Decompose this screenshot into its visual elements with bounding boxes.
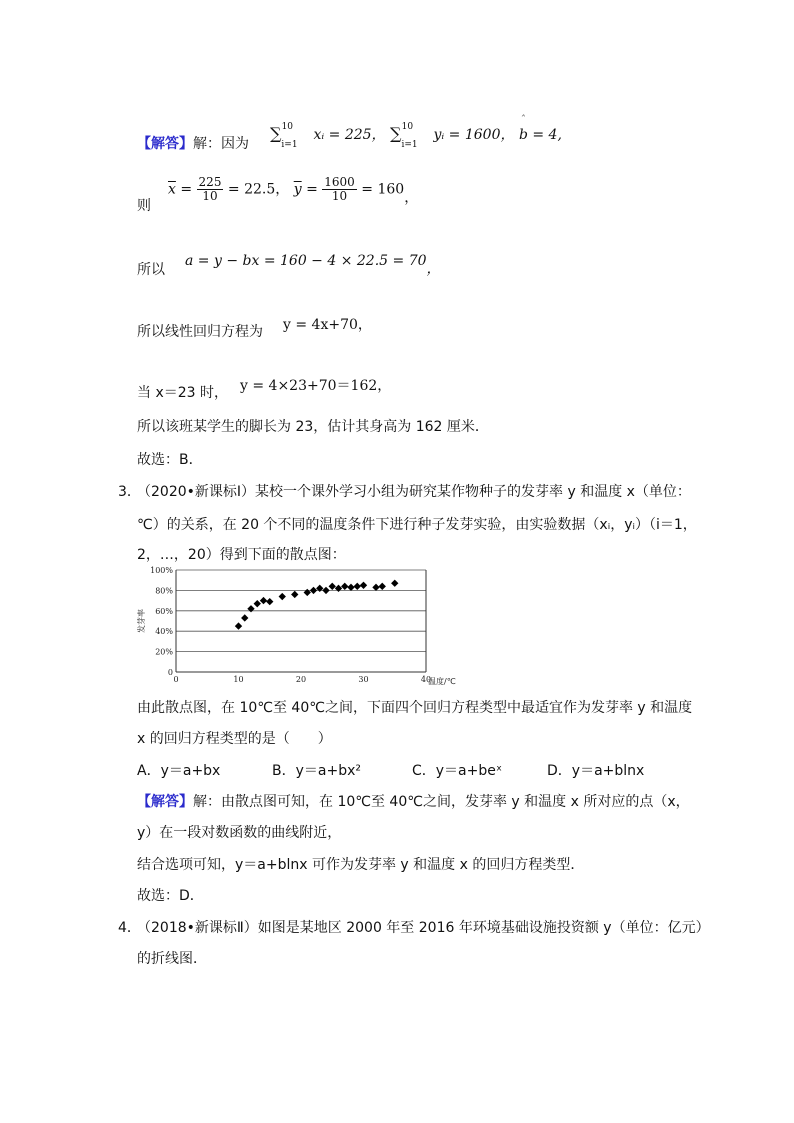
answer-tag: 【解答】 (137, 794, 193, 810)
q3-question-line2: x 的回归方程类型的是（ ） (137, 731, 332, 747)
data-points (235, 580, 399, 630)
x-tick-labels (173, 675, 431, 684)
data-point (304, 589, 311, 596)
q4-stem-line1: （2018•新课标Ⅱ）如图是某地区 2000 年至 2016 年环境基础设施投资额 y（单位：亿元） (137, 920, 710, 936)
data-point (235, 622, 242, 629)
y-tick-labels (150, 566, 173, 677)
q2-line1-prefix: 解：因为 (193, 136, 249, 152)
option-d[interactable]: D．y＝a+blnx (547, 763, 645, 779)
then-label: 则 (137, 198, 151, 214)
q4-number: 4． (118, 920, 141, 936)
data-point (291, 591, 298, 598)
data-point (260, 597, 267, 604)
q3-solution-line2: y）在一段对数函数的曲线附近， (137, 825, 342, 841)
sum-expression: $\sum_{i=1}^{10}$ xᵢ = 225， $\sum_{i=1}^{10}$ yᵢ = 1600， ˆ b = 4, (270, 124, 562, 146)
xbar-fraction: $\frac{225}{10}$ (198, 175, 222, 203)
ybar-result: = 160 (361, 181, 405, 198)
data-point (379, 583, 386, 590)
regression-equation: y = 4x+70， (283, 317, 372, 333)
y-tick-label: 80% (155, 586, 173, 596)
data-point (329, 583, 336, 590)
data-point (310, 587, 317, 594)
q3-number: 3． (118, 484, 141, 500)
q3-solution-line1: 【解答】解：由散点图可知，在 10℃至 40℃之间，发芽率 y 和温度 x 所对应的点（x， (137, 794, 690, 810)
x-axis-label: 温度/℃ (428, 677, 456, 686)
data-point (316, 585, 323, 592)
data-point (372, 584, 379, 591)
so-label: 所以 (137, 262, 165, 278)
x-tick-label: 0 (173, 675, 179, 684)
a-estimate: a = y − bx = 160 − 4 × 22.5 = 70， (185, 253, 441, 277)
option-b[interactable]: B．y＝a+bx² (272, 763, 361, 779)
prediction-equation: y = 4×23+70＝162， (240, 378, 392, 394)
data-point (354, 583, 361, 590)
y-axis-label: 发芽率 (137, 609, 146, 633)
q3-choice: 故选：D． (137, 888, 204, 904)
data-point (266, 598, 273, 605)
b-estimate: ˆ b = 4, (519, 127, 562, 143)
data-point (279, 593, 286, 600)
sum-y: yᵢ = 1600， (433, 127, 515, 143)
q3-stem-line3: 2，…，20）得到下面的散点图： (137, 547, 346, 563)
regression-label: 所以线性回归方程为 (137, 324, 263, 340)
data-point (360, 582, 367, 589)
x-tick-label: 30 (358, 675, 369, 684)
data-point (254, 600, 261, 607)
y-tick-label: 60% (155, 606, 173, 616)
sum-x: xᵢ = 225， (313, 127, 386, 143)
y-tick-label: 40% (155, 627, 173, 637)
q2-line1 (137, 133, 249, 153)
y-tick-label: 20% (155, 647, 173, 657)
xbar-result: = 22.5， (227, 181, 290, 198)
data-point (335, 585, 342, 592)
q3-question-line1: 由此散点图，在 10℃至 40℃之间，下面四个回归方程类型中最适宜作为发芽率 y 和温度 (137, 700, 693, 716)
mean-expression: $\overline{x}$ = $\frac{225}{10}$ = 22.5， $\overline{y}$ = $\frac{1600}{10}$ = 160， (168, 175, 419, 206)
q3-solution-line3: 结合选项可知，y＝a+blnx 可作为发芽率 y 和温度 x 的回归方程类型． (137, 857, 585, 873)
x-tick-label: 40 (420, 675, 432, 684)
when-label: 当 x＝23 时， (137, 385, 228, 401)
q3-stem-line2: ℃）的关系，在 20 个不同的温度条件下进行种子发芽实验，由实验数据（xᵢ，yᵢ）（i＝1， (137, 517, 697, 533)
data-point (247, 605, 254, 612)
data-point (391, 580, 398, 587)
q4-stem-line2: 的折线图． (137, 951, 207, 967)
y-tick-label: 100% (150, 566, 173, 575)
data-point (241, 614, 248, 621)
data-point (322, 587, 329, 594)
y-tick-label: 0 (167, 668, 173, 677)
answer-tag: 【解答】 (137, 136, 193, 152)
data-point (341, 583, 348, 590)
chart-grid (176, 570, 426, 672)
q2-choice: 故选：B． (137, 452, 203, 468)
x-tick-label: 10 (233, 675, 244, 684)
scatter-chart (130, 562, 456, 690)
q3-stem-line1: （2020•新课标Ⅰ）某校一个课外学习小组为研究某作物种子的发芽率 y 和温度 x（单位： (137, 484, 691, 500)
option-a[interactable]: A．y＝a+bx (137, 763, 221, 779)
ybar-fraction: $\frac{1600}{10}$ (324, 175, 355, 203)
q2-conclusion: 所以该班某学生的脚长为 23，估计其身高为 162 厘米． (137, 419, 489, 435)
x-tick-label: 20 (295, 675, 307, 684)
data-point (347, 584, 354, 591)
option-c[interactable]: C．y＝a+beˣ (412, 763, 503, 779)
